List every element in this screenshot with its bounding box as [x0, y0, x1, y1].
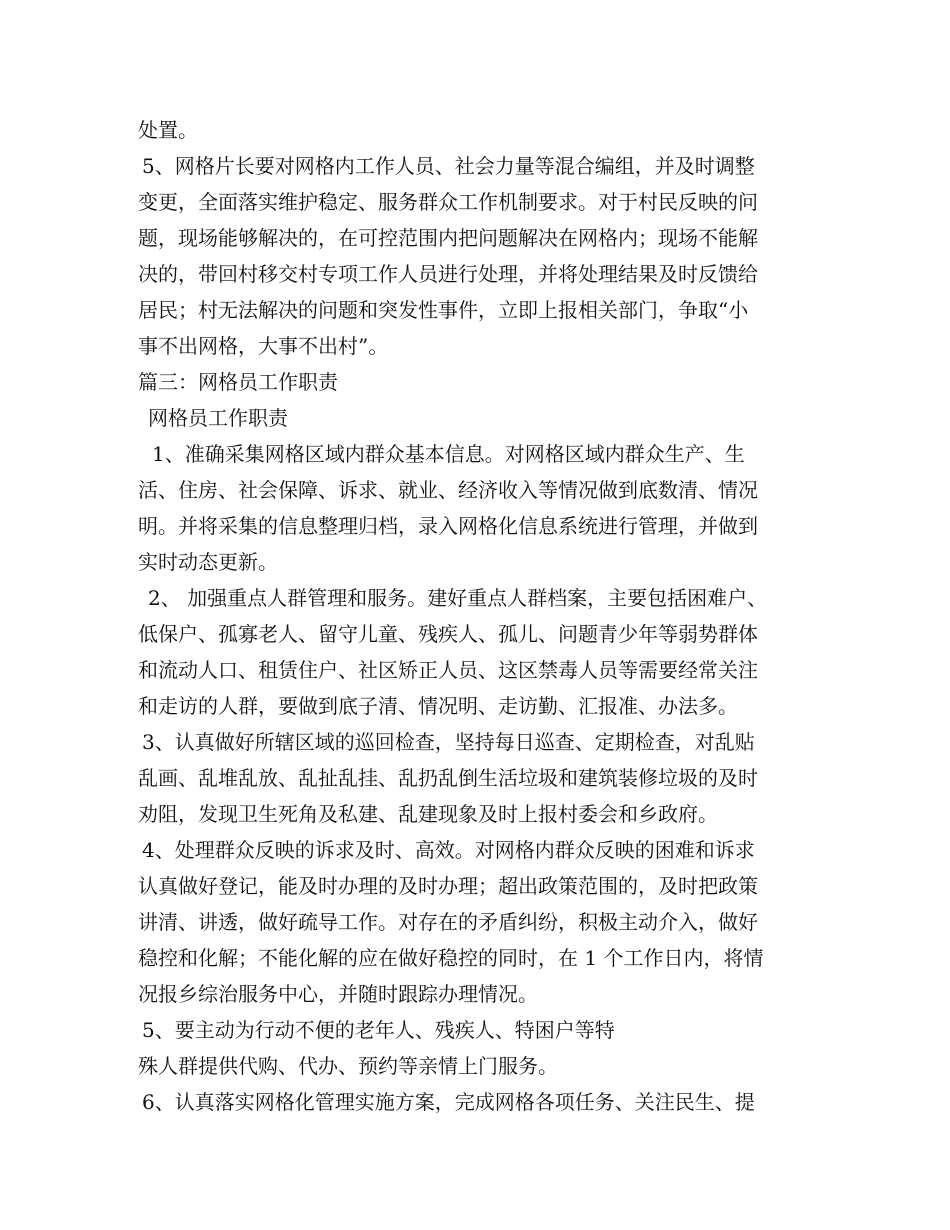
text-line: 3、认真做好所辖区域的巡回检查，坚持每日巡查、定期检查，对乱贴: [142, 730, 755, 754]
text-line: 况报乡综治服务中心，并随时跟踪办理情况。: [138, 982, 538, 1006]
text-line: 处置。: [138, 118, 198, 142]
text-line: 劝阻，发现卫生死角及私建、乱建现象及时上报村委会和乡政府。: [138, 802, 718, 826]
text-line: 和流动人口、租赁住户、社区矫正人员、这区禁毒人员等需要经常关注: [138, 658, 758, 682]
text-line: 认真做好登记，能及时办理的及时办理；超出政策范围的，及时把政策: [138, 874, 758, 898]
text-line: 题，现场能够解决的，在可控范围内把问题解决在网格内；现场不能解: [138, 226, 758, 250]
text-line: 4、处理群众反映的诉求及时、高效。对网格内群众反映的困难和诉求: [142, 838, 755, 862]
text-line: 和走访的人群，要做到底子清、情况明、走访勤、汇报准、办法多。: [138, 694, 738, 718]
text-line: 事不出网格，大事不出村”。: [138, 334, 389, 358]
section-heading: 篇三：网格员工作职责: [138, 370, 338, 394]
text-line: 6、认真落实网格化管理实施方案，完成网格各项任务、关注民生、提: [142, 1090, 755, 1114]
text-line: 低保户、孤寡老人、留守儿童、残疾人、孤儿、问题青少年等弱势群体: [138, 622, 758, 646]
text-line: 决的，带回村移交村专项工作人员进行处理，并将处理结果及时反馈给: [138, 262, 758, 286]
text-line: 稳控和化解；不能化解的应在做好稳控的同时，在 1 个工作日内，将情: [138, 946, 764, 970]
text-line: 明。并将采集的信息整理归档，录入网格化信息系统进行管理，并做到: [138, 514, 758, 538]
text-line: 实时动态更新。: [138, 550, 278, 574]
text-line: 1、准确采集网格区域内群众基本信息。对网格区域内群众生产、生: [152, 442, 745, 466]
text-line: 5、要主动为行动不便的老年人、残疾人、特困户等特: [142, 1018, 615, 1042]
text-line: 变更，全面落实维护稳定、服务群众工作机制要求。对于村民反映的问: [138, 190, 758, 214]
document-body: [138, 112, 828, 1120]
text-line: 乱画、乱堆乱放、乱扯乱挂、乱扔乱倒生活垃圾和建筑装修垃圾的及时: [138, 766, 758, 790]
text-line: 讲清、讲透，做好疏导工作。对存在的矛盾纠纷，积极主动介入，做好: [138, 910, 758, 934]
text-line: 居民；村无法解决的问题和突发性事件，立即上报相关部门，争取“小: [138, 298, 749, 322]
text-line: 殊人群提供代购、代办、预约等亲情上门服务。: [138, 1054, 558, 1078]
text-line: 活、住房、社会保障、诉求、就业、经济收入等情况做到底数清、情况: [138, 478, 758, 502]
text-line: 2、 加强重点人群管理和服务。建好重点人群档案，主要包括困难户、: [148, 586, 768, 610]
text-line: 5、网格片长要对网格内工作人员、社会力量等混合编组，并及时调整: [142, 154, 755, 178]
section-subheading: 网格员工作职责: [148, 406, 288, 430]
